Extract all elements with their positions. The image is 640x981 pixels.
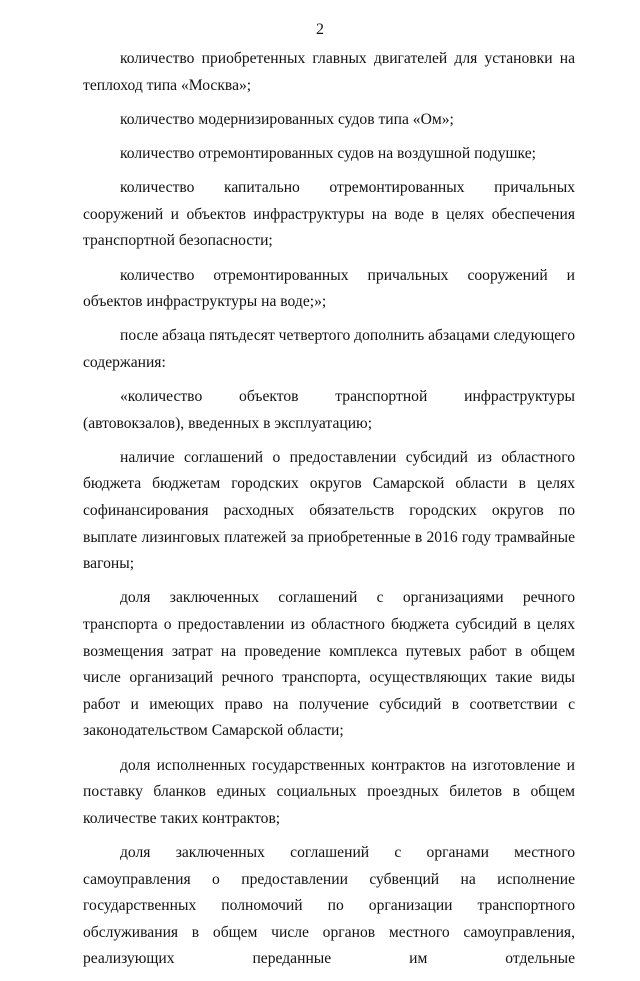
document-body [83, 46, 575, 981]
paragraph: доля заключенных соглашений с организациями речного транспорта о предоставлении из областного бюджета субсидий в целях возмещения затрат на проведение комплекса путевых работ в общем числе организаций речного транспорта, осуществляющих такие виды работ и имеющих право на получение субсидий в соответствии с законодательством Самарской области; [83, 589, 575, 740]
paragraph: количество отремонтированных причальных сооружений и объектов инфраструктуры на воде;»; [83, 266, 575, 311]
page-number: 2 [316, 21, 324, 38]
paragraph: количество модернизированных судов типа «Ом»; [120, 110, 454, 128]
paragraph: доля исполненных государственных контрактов на изготовление и поставку бланков единых социальных проездных билетов в общем количестве таких контрактов; [83, 756, 575, 827]
paragraph: количество капитально отремонтированных причальных сооружений и объектов инфраструктуры на воде в целях обеспечения транспортной безопасности; [83, 179, 575, 250]
paragraph: после абзаца пятьдесят четвертого дополнить абзацами следующего содержания: [83, 327, 575, 371]
paragraph: доля заключенных соглашений с органами местного самоуправления о предоставлении субвенций на исполнение государственных полномочий по организации транспортного обслуживания в общем числе органов местного самоуправления, реализующих переданные им отдельные [83, 843, 575, 968]
paragraph: количество приобретенных главных двигателей для установки на теплоход типа «Москва»; [83, 50, 575, 94]
paragraph: наличие соглашений о предоставлении субсидий из областного бюджета бюджетам городских округов Самарской области в целях софинансирования расходных обязательств городских округов по выплате лизинговых платежей за приобретенные в 2016 году трамвайные вагоны; [83, 448, 575, 573]
paragraph: количество отремонтированных судов на воздушной подушке; [120, 144, 536, 162]
paragraph: «количество объектов транспортной инфраструктуры (автовокзалов), введенных в эксплуатацию; [83, 388, 575, 432]
